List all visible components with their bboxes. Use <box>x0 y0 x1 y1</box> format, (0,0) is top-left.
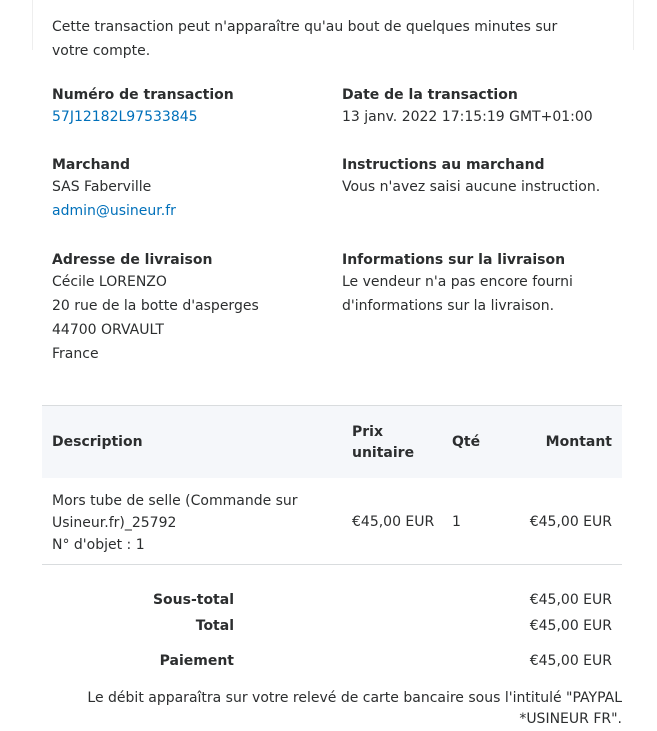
item-qty: 1 <box>452 514 461 530</box>
shipping-street: 20 rue de la botte d'asperges <box>52 298 259 314</box>
item-description: Mors tube de selle (Commande sur Usineur.fr)_25792 <box>52 493 298 531</box>
merchant-instructions-value: Vous n'avez saisi aucune instruction. <box>342 179 601 195</box>
transaction-number-section <box>52 85 342 129</box>
merchant-section <box>52 155 342 223</box>
item-number: N° d'objet : 1 <box>52 537 145 553</box>
transaction-date-section <box>342 85 632 129</box>
header-amount: Montant <box>545 434 612 450</box>
transaction-date-label: Date de la transaction <box>342 87 518 103</box>
merchant-instructions-section <box>342 155 632 199</box>
merchant-email-link[interactable]: admin@usineur.fr <box>52 203 176 219</box>
pending-notice: Cette transaction peut n'apparaître qu'au bout de quelques minutes sur votre compte. <box>52 19 558 59</box>
header-qty: Qté <box>452 434 481 450</box>
transaction-number-label: Numéro de transaction <box>52 87 234 103</box>
statement-descriptor-note: Le débit apparaîtra sur votre relevé de carte bancaire sous l'intitulé "PAYPAL *USINEUR FR". <box>87 690 622 727</box>
items-table-header <box>42 405 622 478</box>
total-value: €45,00 EUR <box>529 618 612 634</box>
shipping-info-value: Le vendeur n'a pas encore fourni d'informations sur la livraison. <box>342 274 573 314</box>
subtotal-label: Sous-total <box>152 592 234 608</box>
shipping-name: Cécile LORENZO <box>52 274 167 290</box>
merchant-name: SAS Faberville <box>52 179 152 195</box>
subtotal-value: €45,00 EUR <box>529 592 612 608</box>
shipping-city: 44700 ORVAULT <box>52 322 164 338</box>
merchant-label: Marchand <box>52 157 130 173</box>
item-unit-price: €45,00 EUR <box>352 514 435 530</box>
shipping-address-label: Adresse de livraison <box>52 252 213 268</box>
transaction-number-link[interactable]: 57J12182L97533845 <box>52 109 198 125</box>
transaction-date-value: 13 janv. 2022 17:15:19 GMT+01:00 <box>342 109 593 125</box>
item-amount: €45,00 EUR <box>529 514 612 530</box>
header-unit-price: Prix unitaire <box>352 424 415 461</box>
shipping-address-section <box>52 250 342 366</box>
shipping-info-label: Informations sur la livraison <box>342 252 566 268</box>
row-divider <box>42 564 622 565</box>
shipping-info-section <box>342 250 592 318</box>
payment-value: €45,00 EUR <box>529 653 612 669</box>
total-label: Total <box>195 618 234 634</box>
merchant-instructions-label: Instructions au marchand <box>342 157 545 173</box>
header-description: Description <box>52 434 143 450</box>
payment-label: Paiement <box>159 653 234 669</box>
shipping-country: France <box>52 346 99 362</box>
